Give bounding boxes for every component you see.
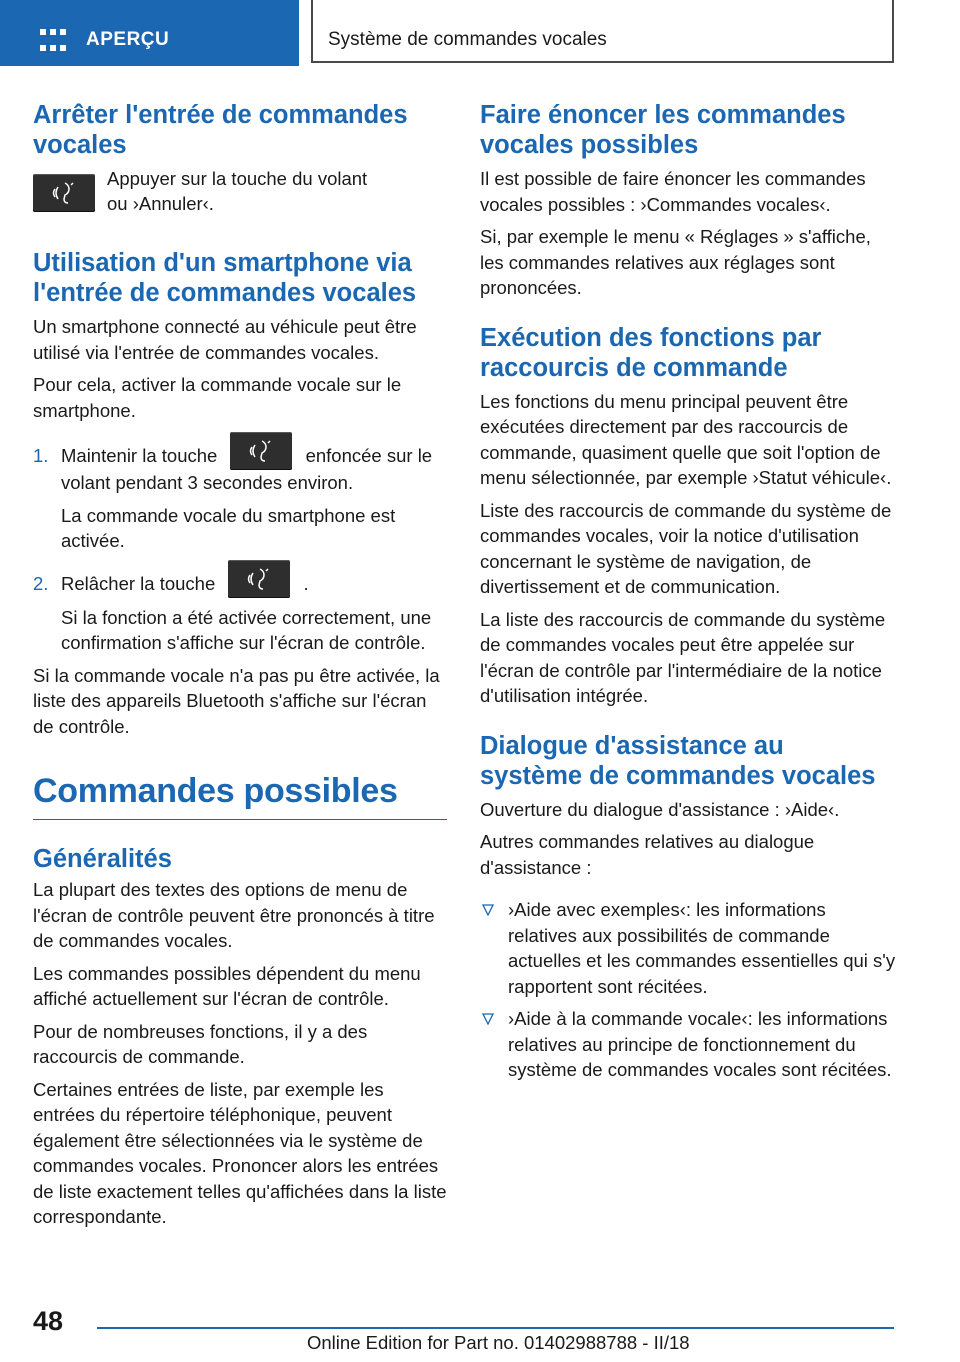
triangle-bullet-icon <box>482 904 494 916</box>
edition-text: Online Edition for Part no. 01402988788 - II/18 <box>307 1332 690 1353</box>
announce-paragraph-2: Si, par exemple le menu « Réglages » s'affiche, les commandes relatives aux réglages sont prononcées. <box>480 226 871 298</box>
step-2-number: 2. <box>33 572 49 594</box>
general-paragraph-3: Pour de nombreuses fonctions, il y a des raccourcis de commande. <box>33 1020 368 1068</box>
page-number: 48 <box>33 1306 64 1336</box>
step-1 <box>33 443 447 554</box>
shortcuts-paragraph-3: La liste des raccourcis de commande du système de commandes vocales peut être appelée sur l'écran de contrôle par l'intermédiaire de la notice d'utilisation intégrée. <box>480 608 886 706</box>
general-paragraph-1: La plupart des textes des options de menu de l'écran de contrôle peuvent être prononcés à titre de commandes vocales. <box>33 879 435 952</box>
general-paragraph-4: Certaines entrées de liste, par exemple les entrées du répertoire téléphonique, peuvent également être sélectionnées via le système de commandes vocales. Prononcer alors les entrées de liste exactement telles qu'affichées dans la liste correspondante. <box>33 1078 447 1228</box>
smartphone-paragraph-2: Pour cela, activer la commande vocale sur le smartphone. <box>33 374 402 421</box>
stop-text-2: ou ›Annuler‹. <box>107 193 214 214</box>
overview-tab[interactable] <box>0 0 299 66</box>
voice-command-button-icon <box>33 174 95 212</box>
stop-text-1: Appuyer sur la touche du volant <box>107 168 368 189</box>
smartphone-paragraph-3: Si la commande vocale n'a pas pu être activée, la liste des appareils Bluetooth s'affiche sur l'écran de contrôle. <box>33 664 440 737</box>
heading-general: Généralités <box>33 845 172 874</box>
shortcuts-paragraph-1: Les fonctions du menu principal peuvent être exécutées directement par des raccourcis de commande, quasiment quelle que soit l'option de menu sélectionnée, par exemple ›Statut véhicule‹. <box>480 390 892 488</box>
bullet-item-1-text: ›Aide avec exemples‹: les informations relatives aux possibilités de commande actuelles et les commandes essentielles qui s'y rapportent sont récitées. <box>508 899 896 997</box>
bullet-item-2 <box>480 1006 898 1083</box>
footer-rule <box>97 1327 894 1329</box>
step-2-text-a: Relâcher la touche <box>61 572 216 594</box>
step-2-result: Si la fonction a été activée correctement, une confirmation s'affiche sur l'écran de contrôle. <box>61 606 432 654</box>
smartphone-paragraph-1: Un smartphone connecté au véhicule peut être utilisé via l'entrée de commandes vocales. <box>33 316 417 363</box>
page-footer <box>0 1292 960 1362</box>
section-tab[interactable] <box>311 0 894 63</box>
step-1-number: 1. <box>33 445 49 466</box>
heading-assistance-dialog: Dialogue d'assistance au système de commandes vocales <box>480 731 876 790</box>
assistance-paragraph-2: Autres commandes relatives au dialogue d'assistance : <box>480 831 815 878</box>
step-2 <box>33 571 447 656</box>
grid-icon <box>40 29 66 51</box>
announce-paragraph-1: Il est possible de faire énoncer les commandes vocales possibles : ›Commandes vocales‹. <box>480 168 866 215</box>
heading-shortcuts: Exécution des fonctions par raccourcis de commande <box>480 323 822 382</box>
voice-command-button-icon <box>228 560 290 598</box>
general-paragraph-2: Les commandes possibles dépendent du menu affiché actuellement sur l'écran de contrôle. <box>33 962 421 1010</box>
stop-instruction <box>33 170 447 226</box>
right-column <box>480 100 898 1083</box>
step-2-text <box>61 571 447 598</box>
step-1-text-b: enfoncée sur le volant pendant 3 secondes environ. <box>61 445 433 494</box>
heading-possible-commands: Commandes possibles <box>33 772 398 811</box>
triangle-bullet-icon <box>482 1013 494 1025</box>
step-1-result: La commande vocale du smartphone est activée. <box>61 504 396 552</box>
step-1-text <box>61 443 447 496</box>
heading-rule <box>33 819 447 820</box>
heading-announce-commands: Faire énoncer les commandes vocales possibles <box>480 101 846 159</box>
overview-tab-label: APERÇU <box>86 29 170 50</box>
assistance-paragraph-1: Ouverture du dialogue d'assistance : ›Aide‹. <box>480 798 840 820</box>
page-header <box>0 0 960 66</box>
shortcuts-paragraph-2: Liste des raccourcis de commande du système de commandes vocales, voir la notice d'utilisation concernant le système de navigation, de divertissement et de communication. <box>480 499 892 597</box>
bullet-item-2-text: ›Aide à la commande vocale‹: les informations relatives au principe de fonctionnement du système de commandes vocales sont récitées. <box>508 1008 892 1080</box>
heading-smartphone: Utilisation d'un smartphone via l'entrée de commandes vocales <box>33 249 417 307</box>
heading-stop-voice-input: Arrêter l'entrée de commandes vocales <box>33 101 408 159</box>
step-1-text-a: Maintenir la touche <box>61 445 218 466</box>
section-title: Système de commandes vocales <box>328 29 607 50</box>
bullet-item-1 <box>480 897 898 999</box>
step-2-text-b: . <box>303 572 309 594</box>
voice-command-button-icon <box>230 432 292 470</box>
left-column <box>33 100 447 1230</box>
